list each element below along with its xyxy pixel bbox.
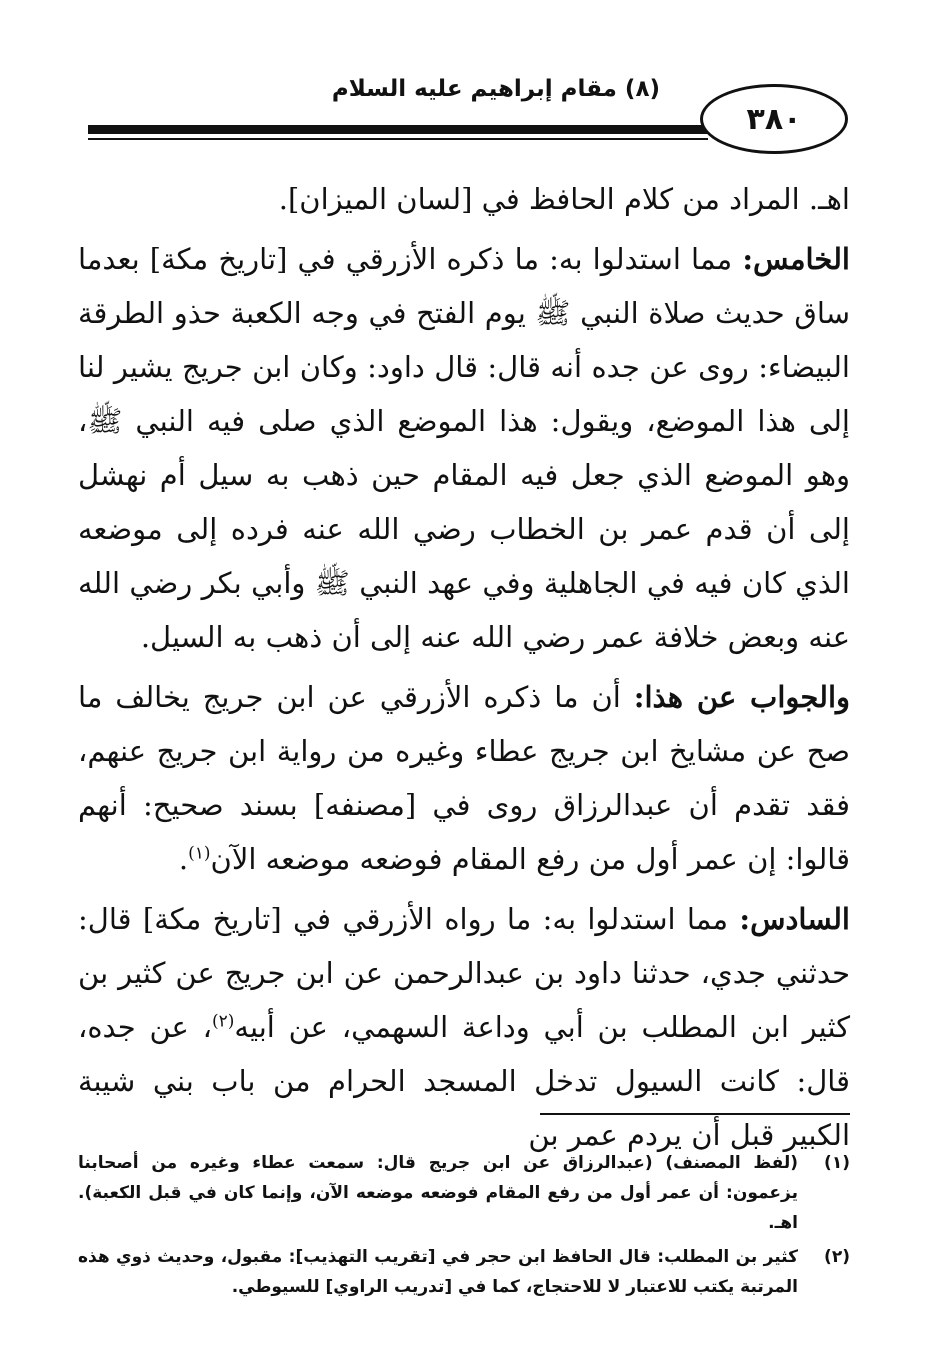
- paragraph-2-text: مما استدلوا به: ما ذكره الأزرقي في [تاريخ مكة] بعدما ساق حديث صلاة النبي ﷺ يوم الفتح في وجه الكعبة حذو الطرقة البيضاء: روى عن جده أنه قال: قال داود: وكان ابن جريج يشير لنا إلى هذا الموضع، ويقول: هذا الموضع الذي صلى فيه النبي ﷺ، وهو الموضع الذي جعل فيه المقام حين ذهب به سيل أم نهشل إلى أن قدم عمر بن الخطاب رضي الله عنه فرده إلى موضعه الذي كان فيه في الجاهلية وفي عهد النبي ﷺ وأبي بكر رضي الله عنه وبعض خلافة عمر رضي الله عنه إلى أن ذهب به السيل.: [78, 242, 850, 654]
- footnote-ref-1[interactable]: (١): [188, 843, 211, 864]
- paragraph-3-end: .: [178, 842, 189, 876]
- footnote-2-text: كثير بن المطلب: قال الحافظ ابن حجر في [تقريب التهذيب]: مقبول، وحديث ذوي هذه المرتبة يكتب للاعتبار لا للاحتجاج، كما في [تدريب الراوي] للسيوطي.: [78, 1247, 798, 1297]
- paragraph-3-text: أن ما ذكره الأزرقي عن ابن جريج يخالف ما صح عن مشايخ ابن جريج عطاء وغيره من رواية ابن جريج عنهم، فقد تقدم أن عبدالرزاق روى في [مصنفه] بسند صحيح: أنهم قالوا: إن عمر أول من رفع المقام فوضعه موضعه الآن: [78, 680, 850, 876]
- paragraph-4-text-a: مما استدلوا به: ما رواه الأزرقي في [تاريخ مكة] قال: حدثني جدي، حدثنا داود بن عبدالرحمن عن ابن جريج عن كثير بن كثير ابن المطلب بن أبي وداعة السهمي، عن أبيه: [78, 902, 850, 1044]
- footnote-1-text: (لفظ المصنف) (عبدالرزاق عن ابن جريج قال: سمعت عطاء وغيره من أصحابنا يزعمون: أن عمر أول من رفع المقام فوضعه موضعه الآن، وإنما كان في قبل الكعبة). اهـ.: [78, 1153, 798, 1233]
- footnote-1-number: (١): [824, 1153, 850, 1173]
- running-title: (٨) مقام إبراهيم عليه السلام: [331, 76, 660, 102]
- page-number-badge: [700, 84, 848, 154]
- paragraph-1-text: اهـ. المراد من كلام الحافظ في [لسان الميزان].: [278, 182, 850, 216]
- footnote-2-number: (٢): [824, 1247, 850, 1267]
- header-rule-thin: [88, 138, 708, 140]
- paragraph-2: [78, 232, 850, 664]
- page-number: ٣٨٠: [746, 101, 802, 137]
- footnote-ref-2[interactable]: (٢): [211, 1011, 235, 1032]
- footnotes: [78, 1148, 850, 1306]
- paragraph-4-text-b: ، عن جده، قال: كانت السيول تدخل المسجد الحرام من باب بني شيبة الكبير قبل أن يردم عمر بن: [78, 1010, 850, 1152]
- paragraph-4-lead: السادس:: [739, 902, 850, 936]
- footnote-2: [78, 1242, 850, 1302]
- paragraph-3: [78, 670, 850, 886]
- paragraph-3-lead: والجواب عن هذا:: [633, 680, 851, 714]
- main-text: [78, 172, 850, 1168]
- header-rule-thick: [88, 125, 708, 134]
- paragraph-1: [78, 172, 850, 226]
- footnote-separator: [540, 1113, 850, 1115]
- paragraph-2-lead: الخامس:: [742, 242, 850, 276]
- footnote-1: [78, 1148, 850, 1238]
- paragraph-4: [78, 892, 850, 1162]
